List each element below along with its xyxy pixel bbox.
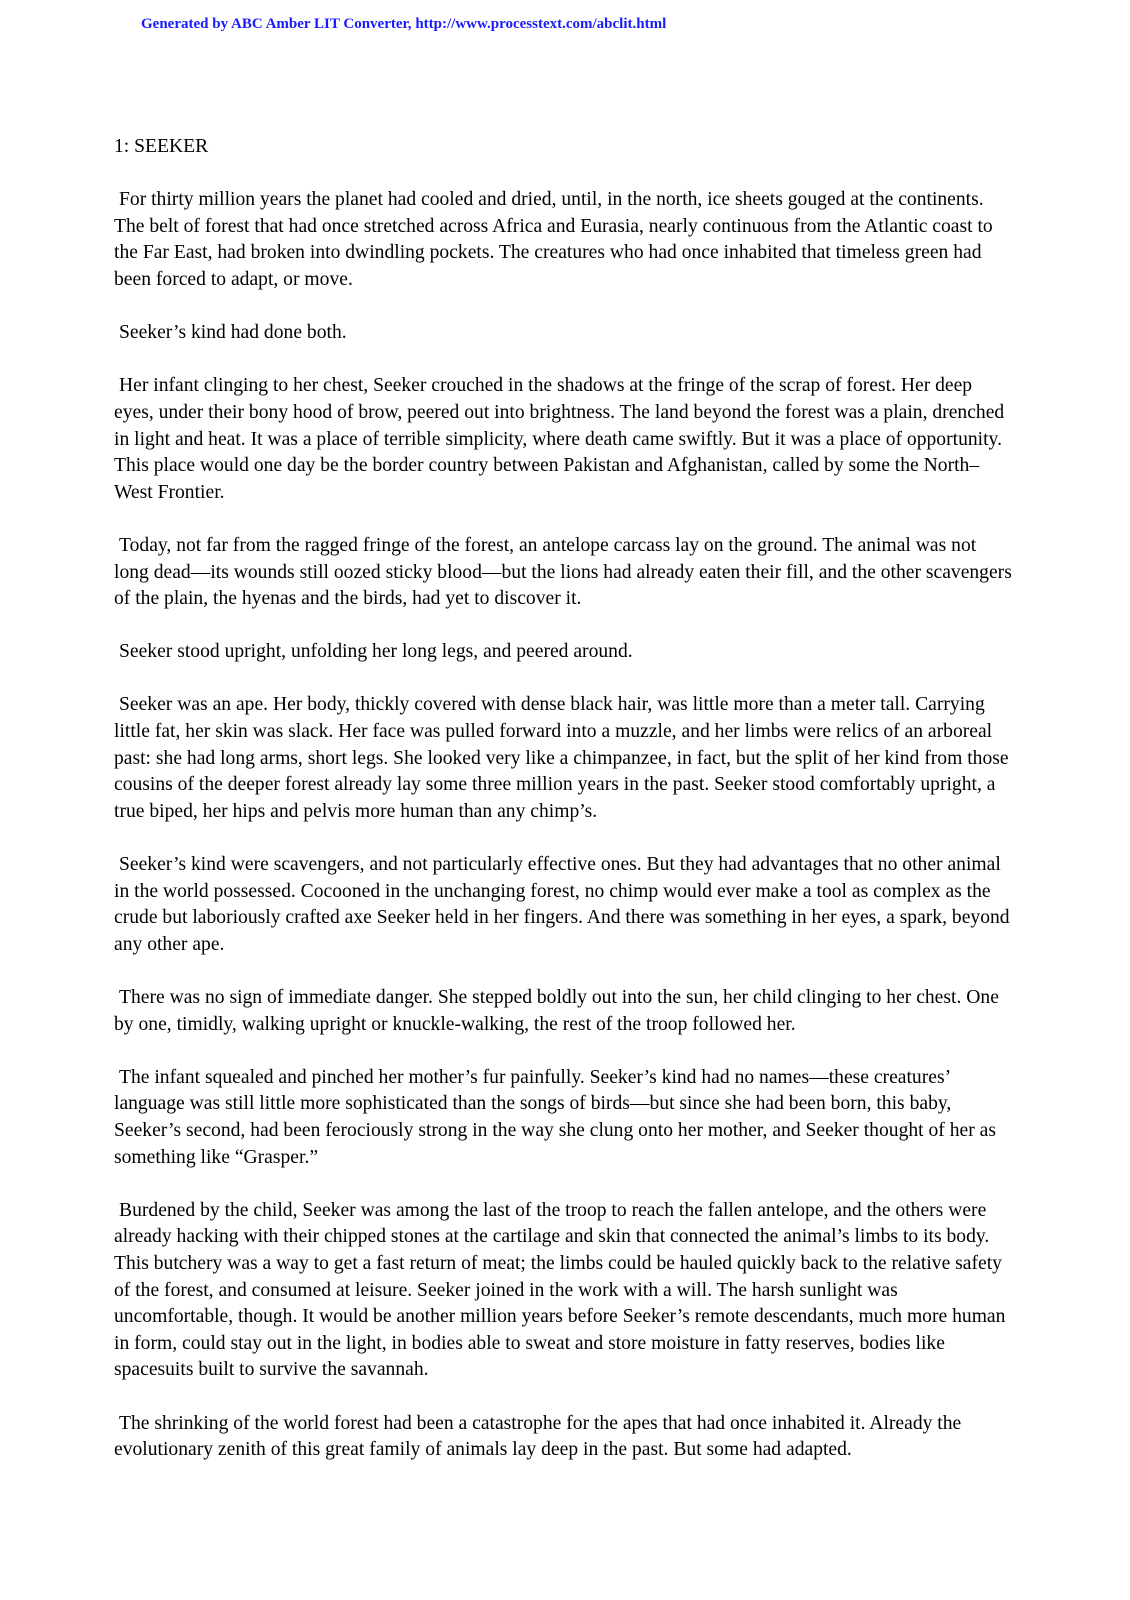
paragraph: The shrinking of the world forest had been a catastrophe for the apes that had once inhabited it. Already the evolutionary zenith of this great family of animals lay deep in the past. But some had adapted. <box>114 1412 962 1461</box>
paragraph: Seeker’s kind were scavengers, and not particularly effective ones. But they had advantages that no other animal in the world possessed. Cocooned in the unchanging forest, no chimp would ever make a tool as complex as the crude but laboriously crafted axe Seeker held in her fingers. And there was something in her eyes, a spark, beyond any other ape. <box>114 854 1010 955</box>
chapter-title: 1: SEEKER <box>114 136 209 157</box>
paragraph: There was no sign of immediate danger. She stepped boldly out into the sun, her child clinging to her chest. One by one, timidly, walking upright or knuckle-walking, the rest of the troop followed her. <box>114 987 999 1035</box>
converter-banner-link[interactable] <box>141 16 666 32</box>
paragraph: Seeker stood upright, unfolding her long legs, and peered around. <box>119 641 633 663</box>
banner-prefix: Generated by ABC Amber LIT Converter, <box>141 16 416 32</box>
paragraph: Burdened by the child, Seeker was among the last of the troop to reach the fallen antelope, and the others were already hacking with their chipped stones at the cartilage and skin that connected the animal’s limbs to its body. This butchery was a way to get a fast return of meat; the limbs could be hauled quickly back to the relative safety of the forest, and consumed at leisure. Seeker joined in the work with a will. The harsh sunlight was uncomfortable, though. It would be another million years before Seeker’s remote descendants, much more human in form, could stay out in the light, in bodies able to sweat and store moisture in fatty reserves, bodies like spacesuits built to survive the savannah. <box>114 1199 1006 1381</box>
paragraph: Seeker was an ape. Her body, thickly covered with dense black hair, was little more than a meter tall. Carrying little fat, her skin was slack. Her face was pulled forward into a muzzle, and her limbs were relics of an arboreal past: she had long arms, short legs. She looked very like a chimpanzee, in fact, but the split of her kind from those cousins of the deeper forest already lay some three million years in the past. Seeker stood comfortably upright, a true biped, her hips and pelvis more human than any chimp’s. <box>114 694 1009 822</box>
paragraph: Seeker’s kind had done both. <box>119 322 347 344</box>
converter-banner <box>141 14 666 34</box>
paragraph: The infant squealed and pinched her mother’s fur painfully. Seeker’s kind had no names—these creatures’ language was still little more sophisticated than the songs of birds—but since she had been born, this baby, Seeker’s second, had been ferociously strong in the way she clung onto her mother, and Seeker thought of her as something like “Grasper.” <box>114 1066 996 1168</box>
chapter-content <box>114 134 1014 1464</box>
paragraph: For thirty million years the planet had cooled and dried, until, in the north, ice sheets gouged at the continents. The belt of forest that had once stretched across Africa and Eurasia, nearly continuous from the Atlantic coast to the Far East, had broken into dwindling pockets. The creatures who had once inhabited that timeless green had been forced to adapt, or move. <box>114 189 993 290</box>
paragraph: Today, not far from the ragged fringe of the forest, an antelope carcass lay on the ground. The animal was not long dead—its wounds still oozed sticky blood—but the lions had already eaten their fill, and the other scavengers of the plain, the hyenas and the birds, had yet to discover it. <box>114 534 1012 610</box>
banner-url: http://www.processtext.com/abclit.html <box>415 16 667 32</box>
paragraph: Her infant clinging to her chest, Seeker crouched in the shadows at the fringe of the scrap of forest. Her deep eyes, under their bony hood of brow, peered out into brightness. The land beyond the forest was a plain, drenched in light and heat. It was a place of terrible simplicity, where death came swiftly. But it was a place of opportunity. This place would one day be the border country between Pakistan and Afghanistan, called by some the North–West Frontier. <box>114 375 1005 503</box>
